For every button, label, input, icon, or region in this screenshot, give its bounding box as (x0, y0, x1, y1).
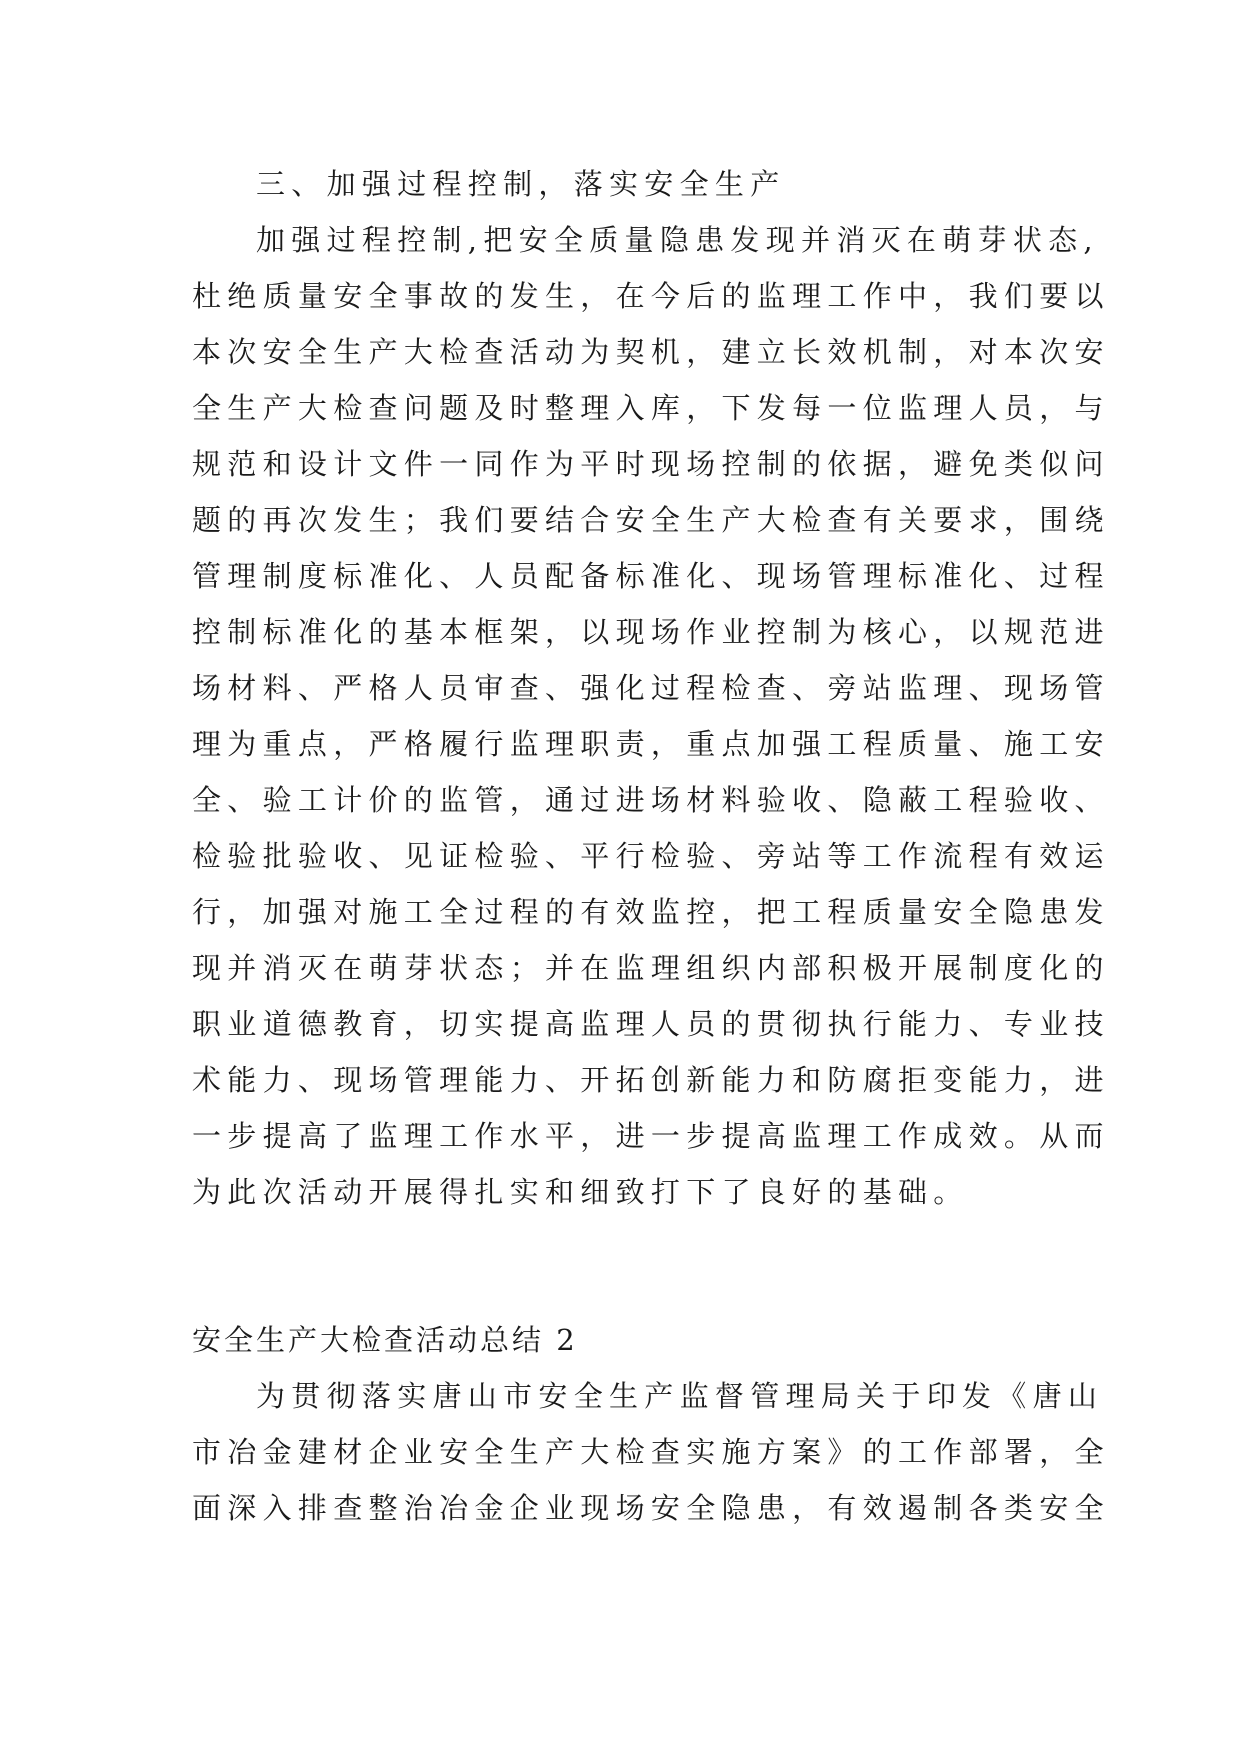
paragraph-line: 术能力、现场管理能力、开拓创新能力和防腐拒变能力，进 (192, 1063, 1110, 1097)
paragraph-line: 一步提高了监理工作水平，进一步提高监理工作成效。从而 (192, 1119, 1110, 1153)
paragraph-line: 为贯彻落实唐山市安全生产监督管理局关于印发《唐山 (256, 1379, 1104, 1413)
paragraph-line: 检验批验收、见证检验、平行检验、旁站等工作流程有效运 (192, 839, 1110, 873)
paragraph-line: 理为重点，严格履行监理职责，重点加强工程质量、施工安 (192, 727, 1110, 761)
paragraph-line: 为此次活动开展得扎实和细致打下了良好的基础。 (192, 1175, 969, 1209)
paragraph-line: 全、验工计价的监管，通过进场材料验收、隐蔽工程验收、 (192, 783, 1110, 817)
paragraph-line: 管理制度标准化、人员配备标准化、现场管理标准化、过程 (192, 559, 1110, 593)
paragraph-line: 职业道德教育，切实提高监理人员的贯彻执行能力、专业技 (192, 1007, 1110, 1041)
paragraph-line: 场材料、严格人员审查、强化过程检查、旁站监理、现场管 (192, 671, 1110, 705)
paragraph-line: 面深入排查整治冶金企业现场安全隐患，有效遏制各类安全 (192, 1491, 1110, 1525)
paragraph-line: 现并消灭在萌芽状态；并在监理组织内部积极开展制度化的 (192, 951, 1110, 985)
paragraph-line: 行，加强对施工全过程的有效监控，把工程质量安全隐患发 (192, 895, 1110, 929)
paragraph-line: 全生产大检查问题及时整理入库，下发每一位监理人员，与 (192, 391, 1110, 425)
paragraph-line: 规范和设计文件一同作为平时现场控制的依据，避免类似问 (192, 447, 1110, 481)
paragraph-line: 控制标准化的基本框架，以现场作业控制为核心，以规范进 (192, 615, 1110, 649)
paragraph-line: 杜绝质量安全事故的发生，在今后的监理工作中，我们要以 (192, 279, 1110, 313)
paragraph-line: 市冶金建材企业安全生产大检查实施方案》的工作部署，全 (192, 1435, 1110, 1469)
article-title: 安全生产大检查活动总结 2 (192, 1323, 578, 1357)
paragraph-line: 本次安全生产大检查活动为契机，建立长效机制，对本次安 (192, 335, 1110, 369)
section-heading: 三、加强过程控制，落实安全生产 (256, 167, 786, 201)
paragraph-line: 加强过程控制,把安全质量隐患发现并消灭在萌芽状态, (256, 223, 1099, 257)
paragraph-line: 题的再次发生；我们要结合安全生产大检查有关要求，围绕 (192, 503, 1110, 537)
